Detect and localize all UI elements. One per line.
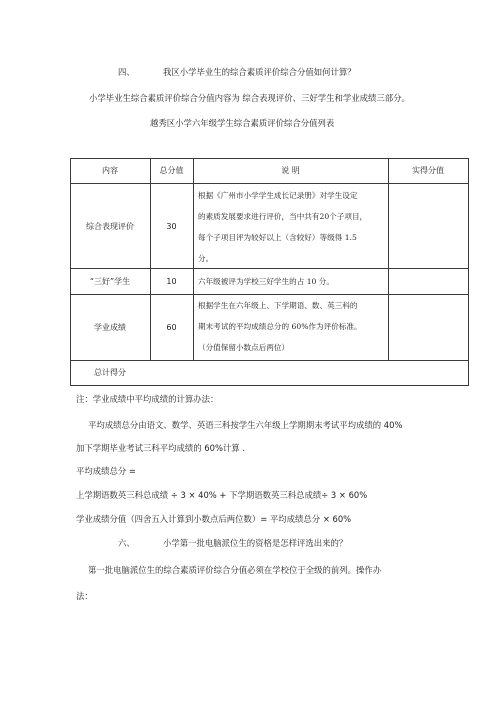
row-3-desc-line-1: 根据学生在六年级上、下学期语、数、英三科的 xyxy=(198,301,358,310)
row-1-desc-line-2: 的素质发展要求进行评价，当中共有20个子项目， xyxy=(198,212,368,221)
row-1-content: 综合表现评价 xyxy=(86,222,134,231)
score-table xyxy=(70,158,469,386)
row-3-description xyxy=(198,295,362,358)
section-6-number: 六、 xyxy=(118,538,135,548)
section-4-number: 四、 xyxy=(118,67,135,77)
row-1-score: 30 xyxy=(166,222,177,231)
note-paragraph-1: 平均成绩总分由语文、数学、英语三科按学生六年级上学期期末考试平均成绩的 40% xyxy=(88,420,403,430)
section-6-paragraph-cont: 法： xyxy=(76,591,93,601)
header-content: 内容 xyxy=(102,166,118,175)
note-title: 注：学业成绩中平均成绩的计算办法： xyxy=(76,394,219,404)
row-1-description xyxy=(198,185,367,269)
row-3-content: 学业成绩 xyxy=(94,323,126,332)
row-2-score: 10 xyxy=(166,277,177,286)
row-1-desc-line-3: 每个子项目评为较好以上（含较好）等级得 1.5 xyxy=(198,233,357,242)
header-total-score: 总分值 xyxy=(159,166,184,175)
section-6-paragraph: 第一批电脑派位生的综合素质评价综合分值必须在学校位于全级的前列。操作办 xyxy=(88,565,382,575)
formula: 上学期语数英三科总成绩 ÷ 3 × 40% + 下学期语数英三科总成绩÷ 3 × 60% xyxy=(76,490,368,500)
row-2-content: “三好”学生 xyxy=(89,277,131,286)
total-label: 总计得分 xyxy=(94,368,126,377)
row-2-description xyxy=(198,271,334,292)
row-3-score: 60 xyxy=(166,323,177,332)
section-4-title: 我区小学毕业生的综合素质评价综合分值如何计算？ xyxy=(163,67,356,77)
section-4-intro: 小学毕业生综合素质评价综合分值内容为 综合表现评价、三好学生和学业成绩三部分。 xyxy=(89,93,410,103)
formula-label: 平均成绩总分 = xyxy=(76,466,136,476)
row-2-desc-line-1: 六年级被评为学校三好学生的占 10 分。 xyxy=(198,277,334,286)
note-paragraph-1-cont: 加下学期毕业考试三科平均成绩的 60%计算 . xyxy=(76,443,245,453)
row-3-desc-line-3: （分值保留小数点后两位） xyxy=(198,343,290,352)
header-description: 说 明 xyxy=(281,166,300,175)
row-1-desc-line-1: 根据《广州市小学学生成长记录册》对学生设定 xyxy=(198,191,358,200)
row-1-desc-line-4: 分。 xyxy=(198,254,214,263)
row-3-desc-line-2: 期末考试的平均成绩总分的 60%作为评价标准。 xyxy=(198,322,362,331)
table-caption: 越秀区小学六年级学生综合素质评价综合分值列表 xyxy=(150,118,335,128)
formula-2: 学业成绩分值（四舍五入计算到小数点后两位数）= 平均成绩总分 × 60% xyxy=(76,514,352,524)
header-obtained-score: 实得分值 xyxy=(412,166,444,175)
section-6-title: 小学第一批电脑派位生的资格是怎样评选出来的？ xyxy=(163,538,348,548)
